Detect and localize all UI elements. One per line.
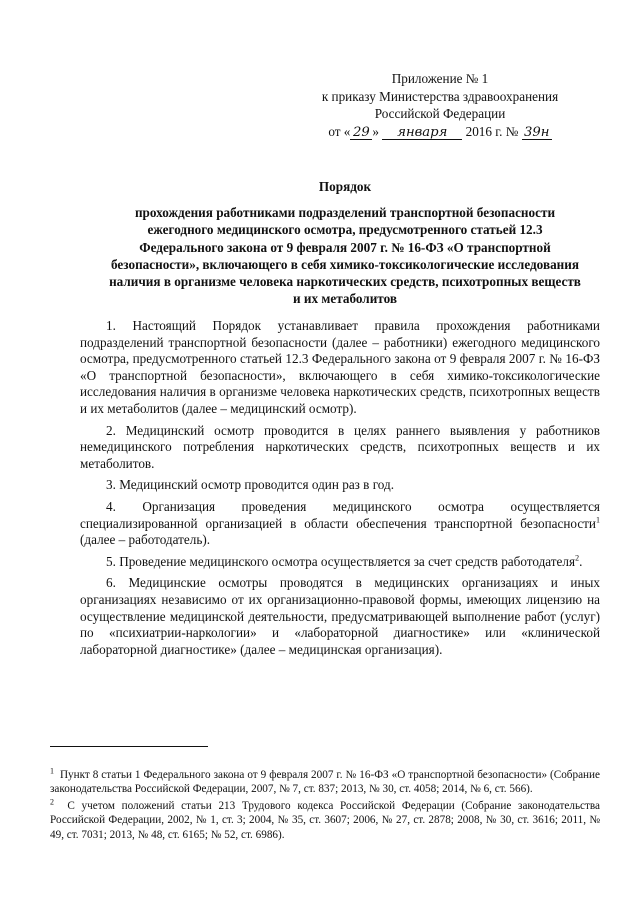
title-line: прохождения работниками подразделений транспортной безопасности <box>134 205 556 221</box>
paragraph-4-tail: (далее – работодатель). <box>80 532 211 548</box>
date-mid: » <box>372 123 379 139</box>
footnote-ref-2[interactable]: 2 <box>575 553 580 563</box>
appendix-ministry: Российской Федерации <box>374 106 506 121</box>
document-body <box>80 318 600 663</box>
title-heading: Порядок <box>318 179 372 194</box>
footnote-text: Пункт 8 статьи 1 Федерального закона от 9 февраля 2007 г. № 16-ФЗ «О транспортной безопасности» (Собрание законодательства Российской Федерации, 2007, № 7, ст. 837; 2013, № 30, ст. 4058; 2014, № 6, ст. 566). <box>50 769 600 796</box>
paragraph-1: 1. Настоящий Порядок устанавливает правила прохождения работниками подразделений транспортной безопасности (далее – работники) ежегодного медицинского осмотра, предусмотренного статьей 12.3 Федерального закона от 9 февраля 2007 г. № 16-ФЗ «О транспортной безопасности», включающего в себя химико-токсикологические исследования наличия в организме человека наркотических средств, психотропных веществ и их метаболитов (далее – медицинский осмотр). <box>80 318 600 416</box>
document-title <box>80 178 610 307</box>
footnote-text: С учетом положений статьи 213 Трудового кодекса Российской Федерации (Собрание законодательства Российской Федерации, 2002, № 1, ст. 3; 2004, № 35, ст. 3607; 2006, № 27, ст. 2878; 2008, № 30, ст. 3616; 2011, № 49, ст. 7031; 2013, № 48, ст. 6165; № 52, ст. 6986). <box>50 799 600 841</box>
date-year: 2016 г. № <box>465 123 519 139</box>
appendix-date-line <box>290 123 590 141</box>
footnote-1 <box>50 768 600 797</box>
footnote-mark: 1 <box>50 766 54 776</box>
appendix-order-ref: к приказу Министерства здравоохранения <box>321 88 559 104</box>
title-line: и их метаболитов <box>293 291 397 307</box>
appendix-header <box>290 70 590 140</box>
handwritten-order-number: 39н <box>522 126 552 140</box>
paragraph-4 <box>80 499 600 549</box>
footnote-divider <box>50 746 208 747</box>
title-line: Федерального закона от 9 февраля 2007 г. № 16-ФЗ «О транспортной <box>139 239 551 255</box>
paragraph-4-text: 4. Организация проведения медицинского осмотра осуществляется специализированной организацией в области обеспечения транспортной безопасности <box>80 498 600 531</box>
paragraph-6: 6. Медицинские осмотры проводятся в медицинских организациях и иных организациях независимо от их организационно-правовой формы, имеющих лицензию на осуществление медицинской деятельности, предусматривающей выполнение работ (услуг) по «психиатрии-наркологии» и «лабораторной диагностике» или «клинической лабораторной диагностике» (далее – медицинская организация). <box>80 575 600 657</box>
footnotes <box>50 768 600 844</box>
title-line: безопасности», включающего в себя химико-токсикологические исследования <box>110 256 579 272</box>
appendix-number: Приложение № 1 <box>391 71 489 86</box>
handwritten-day: 29 <box>350 126 372 140</box>
footnote-ref-1[interactable]: 1 <box>596 515 600 525</box>
paragraph-5-text: 5. Проведение медицинского осмотра осуществляется за счет средств работодателя <box>106 553 576 569</box>
date-prefix: от « <box>328 123 351 139</box>
footnote-mark: 2 <box>50 797 54 807</box>
paragraph-3: 3. Медицинский осмотр проводится один раз в год. <box>106 477 394 493</box>
handwritten-month: января <box>382 126 462 140</box>
paragraph-2: 2. Медицинский осмотр проводится в целях раннего выявления у работников немедицинского потребления наркотических средств, психотропных веществ и их метаболитов. <box>80 422 600 471</box>
title-line: наличия в организме человека наркотических средств, психотропных веществ <box>109 274 581 290</box>
paragraph-5 <box>80 554 600 571</box>
title-line: ежегодного медицинского осмотра, предусмотренного статьей 12.3 <box>147 222 543 238</box>
footnote-2 <box>50 799 600 842</box>
paragraph-5-tail: . <box>579 553 583 569</box>
